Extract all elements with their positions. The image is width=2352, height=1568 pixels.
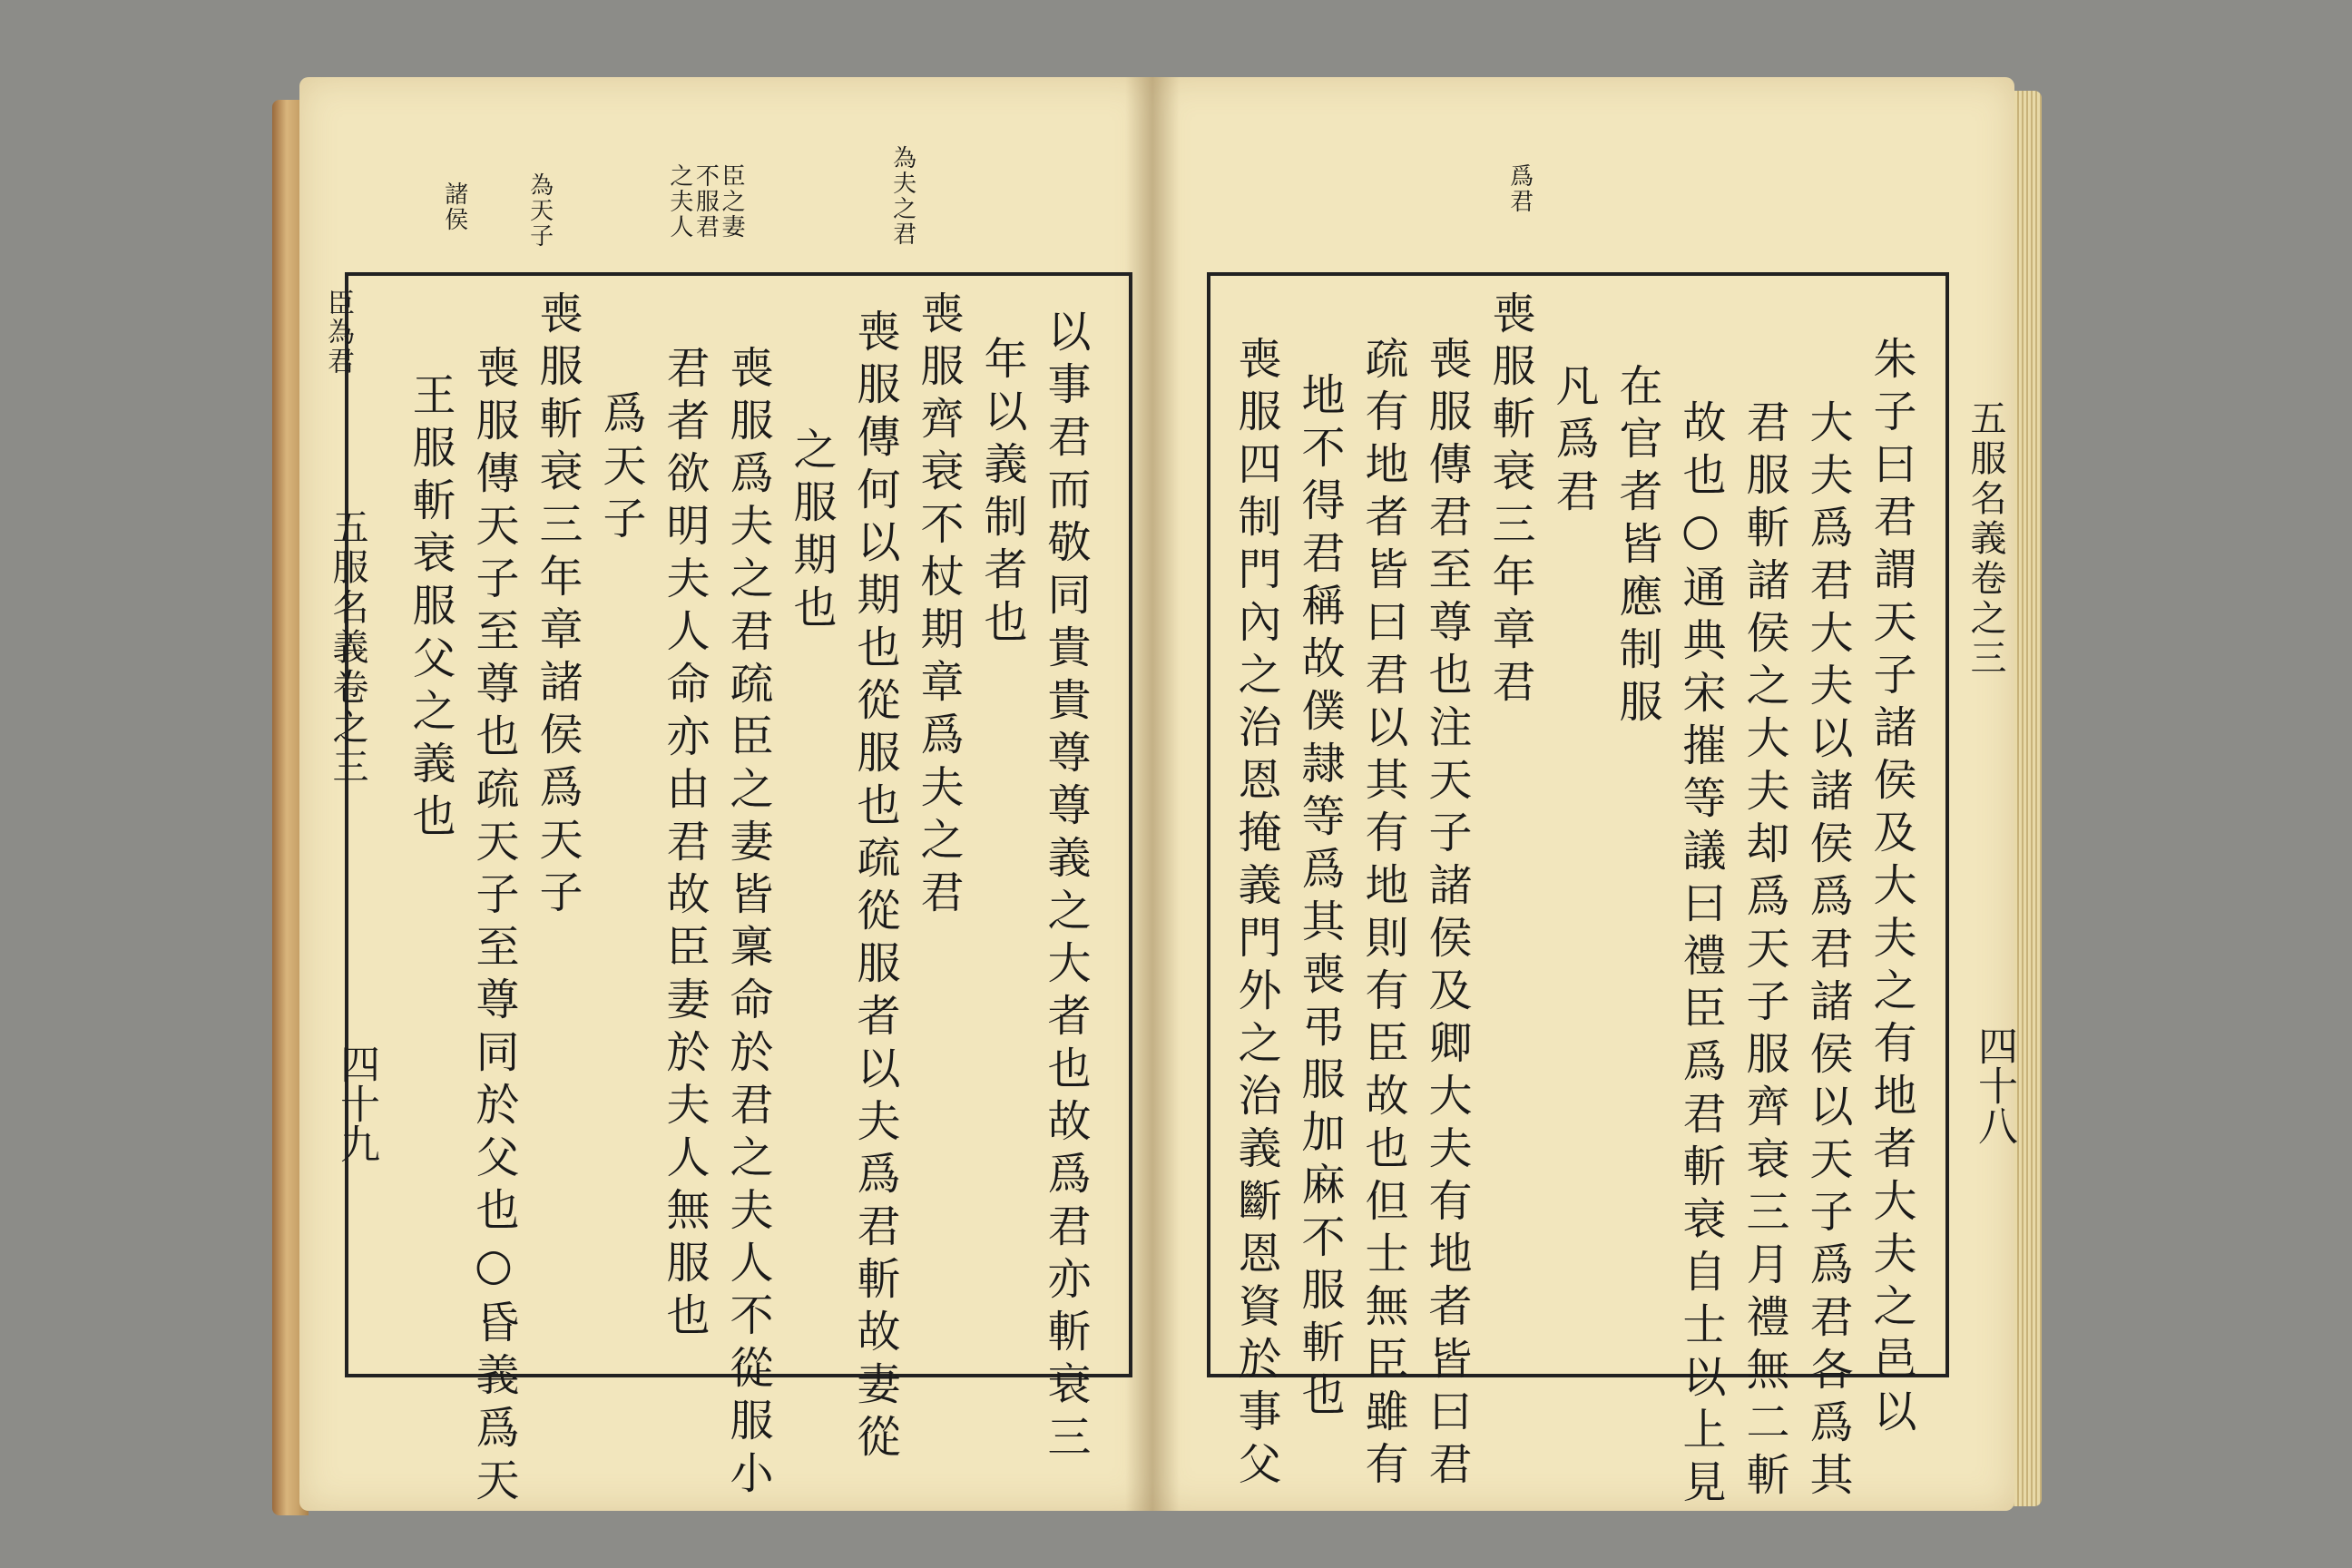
header-note: 為夫之君 [888,145,916,247]
text-column: 喪服傳君至尊也注天子諸侯及卿大夫有地者皆曰君 [1421,336,1472,1494]
text-column: 喪服傳天子至尊也疏天子至尊同於父也○昏義爲天 [468,345,519,1510]
header-note: 為天子 [525,172,554,249]
header-note: 臣之妻不服君之夫人 [665,163,745,240]
text-column: 年以義制者也 [976,336,1027,652]
text-column: 喪服爲夫之君疏臣之妻皆稟命於君之夫人不從服小 [722,345,773,1503]
text-column: 朱子曰君謂天子諸侯及大夫之有地者大夫之邑以 [1866,336,1916,1441]
header-note: 諸侯 [440,181,468,232]
text-column: 喪服斬衰三年章君 [1485,290,1535,711]
text-column: 地不得君稱故僕隷等爲其喪弔服加麻不服斬也 [1294,372,1345,1425]
book-gutter [1125,77,1180,1511]
text-column: 王服斬衰服父之義也 [405,372,456,846]
text-column: 凡爲君 [1548,363,1599,521]
text-column: 故也○通典宋摧等議曰禮臣爲君斬衰自士以上見 [1675,399,1726,1512]
text-column: 以事君而敬同貴貴尊尊義之大者也故爲君亦斬衰三 [1040,309,1091,1466]
text-column: 喪服齊衰不杖期章爲夫之君 [913,290,964,922]
page-number: 四十八 [1971,1025,2017,1145]
margin-label: 臣為君 [322,289,354,376]
page-title: 五服名義卷之三 [1965,399,2006,679]
text-column: 之服期也 [786,426,837,637]
text-column: 君者欲明夫人命亦由君故臣妻於夫人無服也 [659,345,710,1345]
text-column: 爲天子 [595,390,646,548]
text-column: 在官者皆應制服 [1612,363,1662,731]
text-column: 大夫爲君大夫以諸侯爲君諸侯以天子爲君各爲其 [1802,399,1853,1504]
text-column: 喪服四制門內之治恩掩義門外之治義斷恩資於事父 [1230,336,1281,1494]
text-column: 喪服傳何以期也從服也疏從服者以夫爲君斬故妻從 [849,309,900,1466]
text-column: 疏有地者皆曰君以其有地則有臣故也但士無臣雖有 [1357,336,1408,1494]
page-number: 四十九 [333,1044,379,1163]
header-note: 爲君 [1505,163,1534,214]
text-column: 喪服斬衰三年章諸侯爲天子 [532,290,583,922]
page-title: 五服名義卷之三 [327,508,368,788]
text-column: 君服斬諸侯之大夫却爲天子服齊衰三月禮無二斬 [1739,399,1789,1504]
